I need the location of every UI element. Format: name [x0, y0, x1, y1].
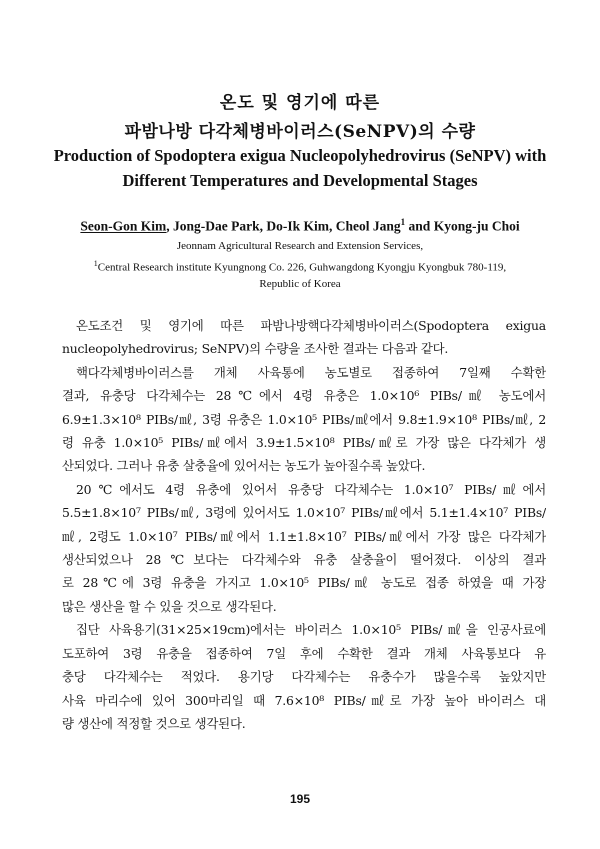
affiliation-line-1: Jeonnam Agricultural Research and Extension Services, [176, 240, 424, 252]
body-line: 산되었다. 그러나 유충 살충율에 있어서는 농도가 높아질수록 높았다. [62, 458, 426, 474]
affiliation-line-3: Republic of Korea [259, 278, 341, 290]
author-list [0, 217, 600, 235]
first-author: Seon-Gon Kim [80, 218, 167, 234]
author-affiliation-mark: 1 [400, 217, 406, 227]
korean-title-line-1: 온도 및 영기에 따른 [219, 93, 381, 113]
last-author: and Kyong-ju Choi [405, 218, 520, 234]
body-line: 충당 다각체수는 적었다. 용기당 다각체수는 유충수가 많을수록 높았지만 [62, 669, 546, 685]
body-line: 6.9±1.3×10⁸ PIBs/㎖, 3령 유충은 1.0×10⁵ PIBs/㎖에서 9.8±1.9×10⁸ PIBs/㎖, 2 [62, 411, 546, 427]
body-line: 많은 생산을 할 수 있을 것으로 생각된다. [62, 598, 277, 614]
body-line: 결과, 유충당 다각체수는 28℃에서 4령 유충은 1.0×10⁶ PIBs/㎖ 농도에서 [62, 388, 546, 404]
korean-title-line-2: 파밤나방 다각체병바이러스(SeNPV)의 수량 [124, 122, 476, 142]
body-line: 사육 마리수에 있어 300마리일 때 7.6×10⁸ PIBs/㎖로 가장 높아 바이러스 대 [62, 692, 546, 708]
affiliation-line-2 [0, 259, 600, 274]
body-line: 생산되었으나 28℃보다는 다각체수와 유충 살충율이 떨어졌다. 이상의 결과 [62, 552, 546, 568]
body-line: 20℃에서도 4령 유충에 있어서 유충당 다각체수는 1.0×10⁷ PIBs/㎖에서 [76, 481, 546, 497]
affiliation-address: Central Research institute Kyungnong Co. 226, Guhwangdong Kyongju Kyongbuk 780-119, [97, 261, 507, 274]
body-line: 온도조건 및 영기에 따른 파밤나방핵다각체병바이러스(Spodoptera exigua [76, 318, 546, 333]
body-line: 로 28℃에 3령 유충을 가지고 1.0×10⁵ PIBs/㎖ 농도로 접종 하였을 때 가장 [62, 575, 546, 591]
page-number: 195 [289, 792, 311, 806]
body-line: 량 생산에 적정할 것으로 생각된다. [62, 715, 246, 731]
body-line: nucleopolyhedrovirus; SeNPV)의 수량을 조사한 결과는 다음과 같다. [62, 341, 449, 357]
body-line: 령 유충 1.0×10⁵ PIBs/㎖에서 3.9±1.5×10⁸ PIBs/㎖로 가장 많은 다각체가 생 [62, 435, 546, 451]
body-line: 핵다각체병바이러스를 개체 사육통에 농도별로 접종하여 7일째 수확한 [76, 364, 546, 380]
affiliation-mark: 1 [93, 259, 98, 268]
body-line: 도포하여 3령 유충을 접종하여 7일 후에 수확한 결과 개체 사육통보다 유 [62, 645, 546, 661]
english-title-line-2: Different Temperatures and Developmental Stages [122, 171, 478, 190]
body-line: 5.5±1.8×10⁷ PIBs/㎖, 3령에 있어서도 1.0×10⁷ PIBs/㎖에서 5.1±1.4×10⁷ PIBs/ [62, 505, 546, 521]
abstract-body [62, 314, 546, 735]
co-authors: , Jong-Dae Park, Do-Ik Kim, Cheol Jang [166, 218, 401, 234]
body-line: ㎖, 2령도 1.0×10⁷ PIBs/㎖에서 1.1±1.8×10⁷ PIBs/㎖에서 가장 많은 다각체가 [62, 528, 546, 544]
english-title-line-1: Production of Spodoptera exigua Nucleopolyhedrovirus (SeNPV) with [53, 146, 547, 165]
body-line: 집단 사육용기(31×25×19cm)에서는 바이러스 1.0×10⁵ PIBs/㎖을 인공사료에 [76, 622, 546, 638]
